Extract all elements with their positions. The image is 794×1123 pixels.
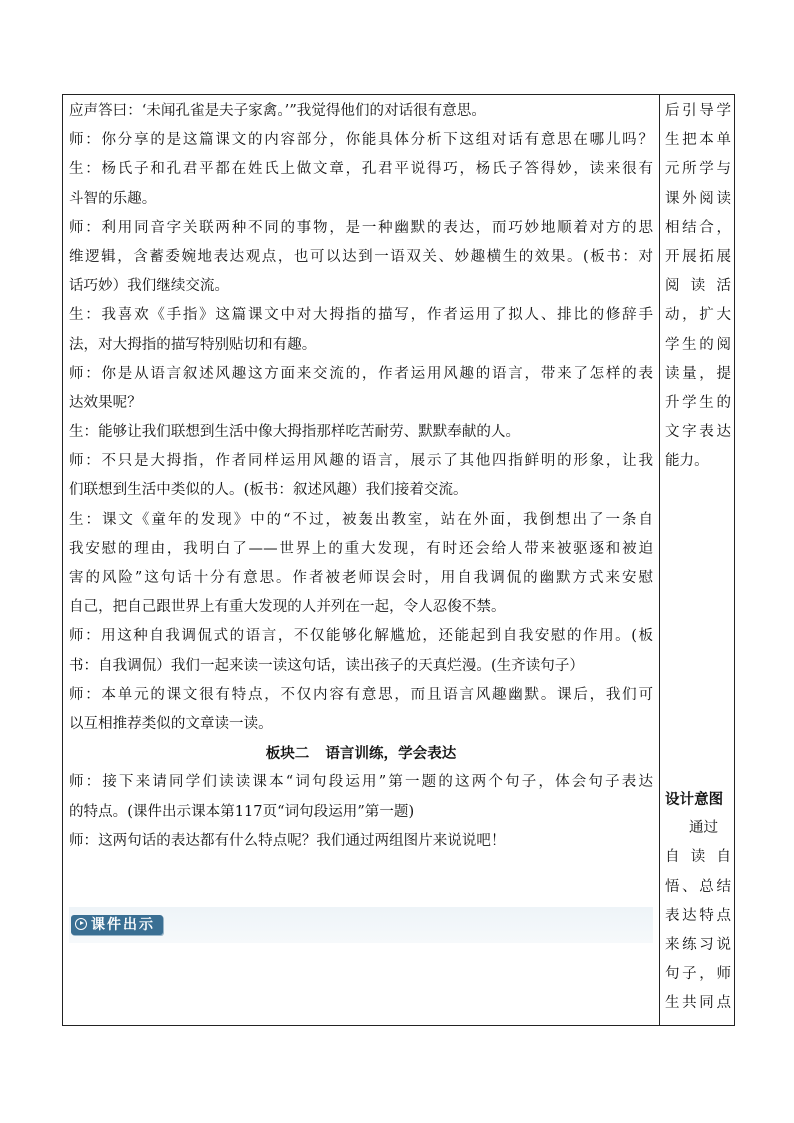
- side-line: 悟、总结: [665, 878, 731, 895]
- text-line: 生：能够让我们联想到生活中像大拇指那样吃苦耐劳、默默奉献的人。: [69, 424, 521, 441]
- text-line: 达效果呢？: [69, 394, 142, 411]
- side-line: 阅读活: [665, 278, 731, 295]
- design-intent-title: 设计意图: [665, 791, 724, 808]
- text-line: 话巧妙）我们继续交流。: [69, 278, 230, 295]
- courseware-badge: [71, 915, 163, 935]
- text-line: 书：自我调侃）我们一起来读一读这句话，读出孩子的天真烂漫。(生齐读句子）: [69, 657, 584, 674]
- text-line: 师：这两句话的表达都有什么特点呢？我们通过两组图片来说说吧！: [69, 832, 506, 849]
- text-line: 生：我喜欢《手指》这篇课文中对大拇指的描写，作者运用了拟人、排比的修辞手: [69, 307, 653, 324]
- side-line: 生共同点: [665, 995, 731, 1012]
- section-number: 板块二: [265, 745, 310, 763]
- section-title: 语言训练，学会表达: [325, 745, 457, 763]
- side-line: 表达特点: [665, 907, 731, 924]
- side-line: 能力。: [665, 453, 709, 470]
- side-line: 句子，师: [665, 966, 731, 983]
- text-line: 害的风险”这句话十分有意思。作者被老师误会时，用自我调侃的幽默方式来安慰: [69, 570, 653, 586]
- text-line: 应声答曰：‘未闻孔雀是夫子家禽。’”我觉得他们的对话很有意思。: [69, 103, 486, 119]
- text-line: 师：你分享的是这篇课文的内容部分，你能具体分析下这组对话有意思在哪儿吗？: [69, 132, 653, 149]
- section-heading: [69, 739, 653, 768]
- text-line: 师：利用同音字关联两种不同的事物，是一种幽默的表达，而巧妙地顺着对方的思: [69, 219, 653, 236]
- text-line: 维逻辑，含蓄委婉地表达观点，也可以达到一语双关、妙趣横生的效果。(板书：对: [69, 248, 653, 265]
- side-line: 通过: [689, 820, 719, 837]
- lesson-table: [62, 94, 735, 1026]
- teaching-process-column: [69, 97, 653, 856]
- text-line: 师：用这种自我调侃式的语言，不仅能够化解尴尬，还能起到自我安慰的作用。(板: [69, 628, 653, 645]
- text-line: 师：你是从语言叙述风趣这方面来交流的，作者运用风趣的语言，带来了怎样的表: [69, 365, 653, 382]
- text-line: 法，对大拇指的描写特别贴切和有趣。: [69, 336, 317, 353]
- side-line: 读量，提: [665, 365, 731, 382]
- text-line: 们联想到生活中类似的人。(板书：叙述风趣）我们接着交流。: [69, 482, 468, 499]
- side-line: 后引导学: [665, 103, 731, 119]
- courseware-badge-label: 课件出示: [91, 917, 155, 933]
- side-line: 开展拓展: [665, 248, 731, 265]
- play-icon: [75, 918, 87, 930]
- text-line: 我安慰的理由，我明白了——世界上的重大发现，有时还会给人带来被驱逐和被迫: [69, 540, 653, 557]
- side-line: 动，扩大: [665, 307, 731, 324]
- text-line: 师：接下来请同学们读读课本“词句段运用”第一题的这两个句子，体会句子表达: [69, 774, 653, 791]
- side-line: 元所学与: [665, 161, 731, 178]
- side-line: 生把本单: [665, 132, 731, 149]
- column-divider: [659, 95, 660, 1025]
- text-line: 师：本单元的课文很有特点，不仅内容有意思，而且语言风趣幽默。课后，我们可: [69, 686, 653, 703]
- courseware-banner: [69, 907, 653, 943]
- side-line: 自读自: [665, 849, 731, 866]
- side-line: 相结合，: [665, 219, 731, 236]
- text-line: 师：不只是大拇指，作者同样运用风趣的语言，展示了其他四指鲜明的形象，让我: [69, 453, 653, 470]
- text-line: 生：杨氏子和孔君平都在姓氏上做文章，孔君平说得巧，杨氏子答得妙，读来很有: [69, 161, 653, 178]
- side-line: 升学生的: [665, 394, 731, 411]
- design-intent-block: [665, 785, 731, 1019]
- text-line: 斗智的乐趣。: [69, 190, 157, 207]
- design-intent-column: [665, 97, 731, 476]
- text-line: 以互相推荐类似的文章读一读。: [69, 715, 273, 732]
- text-line: 的特点。(课件出示课本第117页“词句段运用”第一题): [69, 803, 415, 820]
- side-line: 文字表达: [665, 424, 731, 441]
- side-line: 学生的阅: [665, 336, 731, 353]
- text-line: 生：课文《童年的发现》中的“不过，被轰出教室，站在外面，我倒想出了一条自: [69, 511, 653, 528]
- side-line: 来练习说: [665, 936, 731, 953]
- text-line: 自己，把自己跟世界上有重大发现的人并列在一起，令人忍俊不禁。: [69, 599, 506, 616]
- side-line: 课外阅读: [665, 190, 731, 207]
